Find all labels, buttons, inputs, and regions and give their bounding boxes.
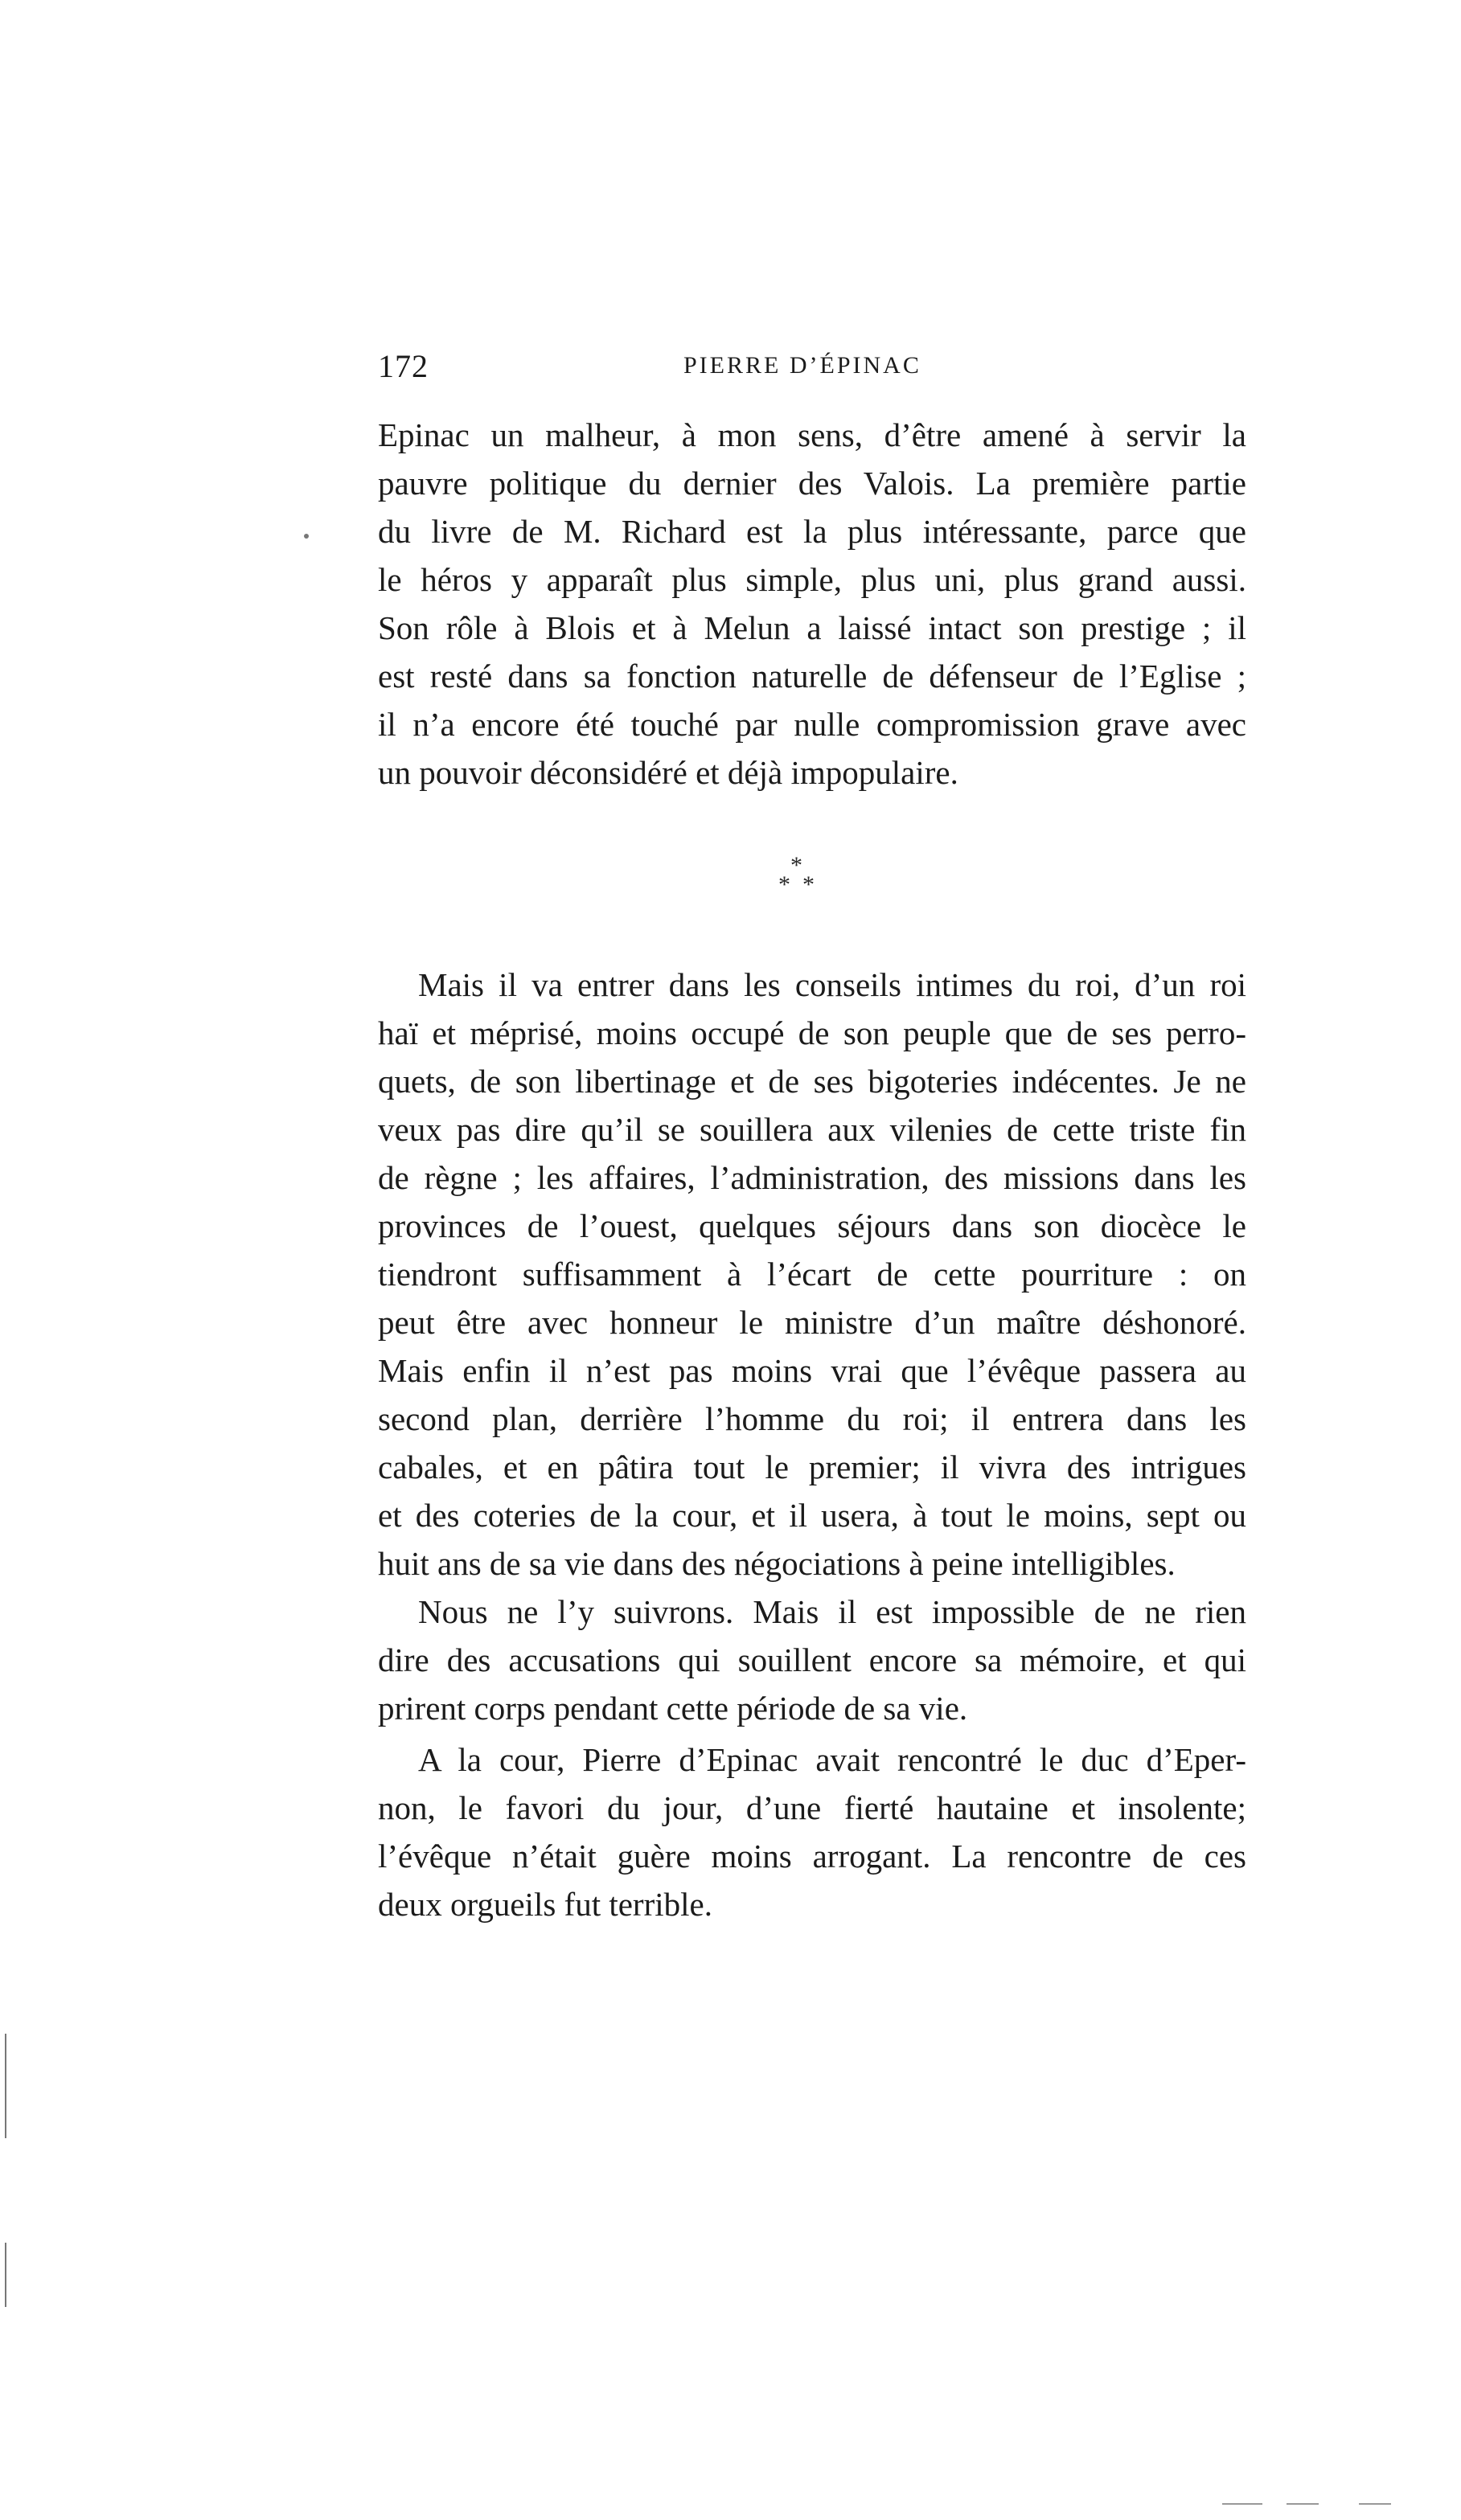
text-line: dire des accusations qui souillent encore sa mémoire, et qui [378, 1641, 1246, 1678]
margin-dot [304, 534, 309, 539]
margin-line [5, 2243, 6, 2307]
text-line: non, le favori du jour, d’une fierté hautaine et insolente; [378, 1789, 1246, 1826]
text-line: Nous ne l’y suivrons. Mais il est impossible de ne rien [418, 1593, 1246, 1630]
text-line: est resté dans sa fonction naturelle de défenseur de l’Eglise ; [378, 658, 1246, 695]
text-line: huit ans de sa vie dans des négociations à peine intelligibles. [378, 1545, 1176, 1582]
asterism-star: * [790, 852, 802, 879]
running-title: PIERRE D’ÉPINAC [683, 352, 921, 379]
text-line: l’évêque n’était guère moins arrogant. La rencontre de ces [378, 1838, 1246, 1875]
text-line: il n’a encore été touché par nulle compromission grave avec [378, 706, 1246, 743]
asterism-star: * [802, 871, 815, 898]
text-line: cabales, et en pâtira tout le premier; il vivra des intrigues [378, 1448, 1246, 1485]
text-line: Epinac un malheur, à mon sens, d’être amené à servir la [378, 416, 1246, 453]
text-line: et des coteries de la cour, et il usera, à tout le moins, sept ou [378, 1497, 1246, 1534]
text-line: quets, de son libertinage et de ses bigoteries indécentes. Je ne [378, 1063, 1246, 1100]
text-line: Mais enfin il n’est pas moins vrai que l’évêque passera au [378, 1352, 1246, 1389]
page-number: 172 [378, 348, 429, 384]
text-line: Son rôle à Blois et à Melun a laissé intact son prestige ; il [378, 609, 1246, 646]
text-line: de règne ; les affaires, l’administration, des missions dans les [378, 1159, 1246, 1196]
text-line: deux orgueils fut terrible. [378, 1886, 712, 1923]
text-line: Mais il va entrer dans les conseils intimes du roi, d’un roi [418, 966, 1246, 1003]
text-line: un pouvoir déconsidéré et déjà impopulaire. [378, 754, 958, 791]
text-line: provinces de l’ouest, quelques séjours dans son diocèce le [378, 1207, 1246, 1244]
page-header [378, 347, 1246, 395]
asterism-separator [772, 852, 836, 916]
text-line: haï et méprisé, moins occupé de son peuple que de ses perro- [378, 1014, 1246, 1051]
text-line: tiendront suffisamment à l’écart de cette pourriture : on [378, 1256, 1246, 1293]
scan-rule [1359, 2503, 1391, 2505]
scan-rule [1287, 2503, 1319, 2505]
text-line: veux pas dire qu’il se souillera aux vilenies de cette triste fin [378, 1111, 1246, 1148]
text-line: second plan, derrière l’homme du roi; il entrera dans les [378, 1400, 1246, 1437]
margin-line [5, 2034, 6, 2138]
scan-rule [1222, 2503, 1262, 2505]
text-line: A la cour, Pierre d’Epinac avait rencontré le duc d’Eper- [418, 1741, 1246, 1778]
text-line: du livre de M. Richard est la plus intéressante, parce que [378, 513, 1246, 550]
text-line: prirent corps pendant cette période de sa vie. [378, 1690, 968, 1727]
text-line: peut être avec honneur le ministre d’un maître déshonoré. [378, 1304, 1246, 1341]
text-line: pauvre politique du dernier des Valois. La première partie [378, 465, 1246, 502]
asterism-star: * [778, 871, 790, 898]
text-line: le héros y apparaît plus simple, plus uni, plus grand aussi. [378, 561, 1246, 598]
